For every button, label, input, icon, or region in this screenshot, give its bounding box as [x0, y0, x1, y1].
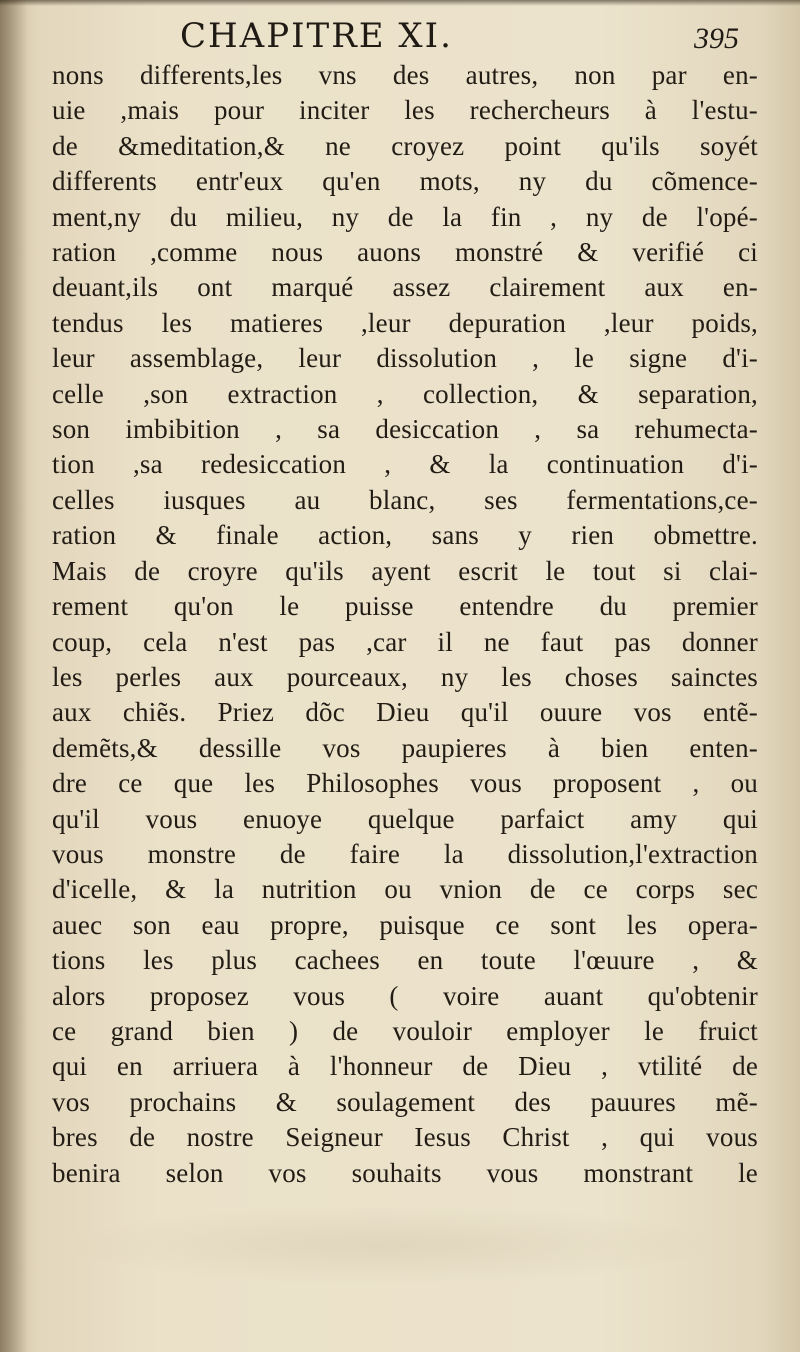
text-line: demẽts,& dessille vos paupieres à bien enten-: [52, 732, 758, 763]
text-line: tions les plus cachees en toute l'œuure , &: [52, 945, 758, 976]
text-line: ration & finale action, sans y rien obmettre.: [52, 520, 758, 551]
text-line: auec son eau propre, puisque ce sont les opera-: [52, 909, 758, 940]
text-line: benira selon vos souhaits vous monstrant le: [52, 1157, 758, 1188]
text-line: ce grand bien ) de vouloir employer le fruict: [52, 1015, 758, 1046]
text-line: les perles aux pourceaux, ny les choses sainctes: [52, 661, 758, 692]
running-head: [0, 16, 800, 60]
bleed-through: [60, 1205, 720, 1285]
text-line: son imbibition , sa desiccation , sa rehumecta-: [52, 414, 758, 445]
text-line: rement qu'on le puisse entendre du premier: [52, 591, 758, 622]
text-line: ment,ny du milieu, ny de la fin , ny de l'opé-: [52, 201, 758, 232]
gutter-shadow: [0, 0, 28, 1352]
text-line: Mais de croyre qu'ils ayent escrit le tout si clai-: [52, 555, 758, 586]
text-line: dre ce que les Philosophes vous proposent , ou: [52, 768, 758, 799]
top-edge-shadow: [0, 0, 800, 6]
chapter-title: CHAPITRE XI.: [180, 16, 453, 56]
text-line: tendus les matieres ,leur depuration ,leur poids,: [52, 307, 758, 338]
text-line: coup, cela n'est pas ,car il ne faut pas donner: [52, 626, 758, 657]
text-line: uie ,mais pour inciter les rechercheurs à l'estu-: [52, 95, 758, 126]
text-line: qu'il vous enuoye quelque parfaict amy qui: [52, 803, 758, 834]
text-line: vos prochains & soulagement des pauures mẽ-: [52, 1086, 758, 1117]
text-line: celles iusques au blanc, ses fermentations,ce-: [52, 484, 758, 515]
text-line: tion ,sa redesiccation , & la continuation d'i-: [52, 449, 758, 480]
text-line: leur assemblage, leur dissolution , le signe d'i-: [52, 343, 758, 374]
text-line: ration ,comme nous auons monstré & verifié ci: [52, 237, 758, 268]
text-line: de &meditation,& ne croyez point qu'ils soyét: [52, 130, 758, 161]
page-number: 395: [694, 22, 739, 55]
text-line: differents entr'eux qu'en mots, ny du cõmence-: [52, 166, 758, 197]
text-line: deuant,ils ont marqué assez clairement aux en-: [52, 272, 758, 303]
text-line: qui en arriuera à l'honneur de Dieu , vtilité de: [52, 1051, 758, 1082]
text-line: bres de nostre Seigneur Iesus Christ , qui vous: [52, 1122, 758, 1153]
body-text: [52, 58, 758, 1191]
text-line: celle ,son extraction , collection, & separation,: [52, 378, 758, 409]
text-line: alors proposez vous ( voire auant qu'obtenir: [52, 980, 758, 1011]
text-line: d'icelle, & la nutrition ou vnion de ce corps sec: [52, 874, 758, 905]
text-line: aux chiẽs. Priez dõc Dieu qu'il ouure vos entẽ-: [52, 697, 758, 728]
text-line: vous monstre de faire la dissolution,l'extraction: [52, 838, 758, 869]
text-line: nons differents,les vns des autres, non par en-: [52, 60, 758, 90]
